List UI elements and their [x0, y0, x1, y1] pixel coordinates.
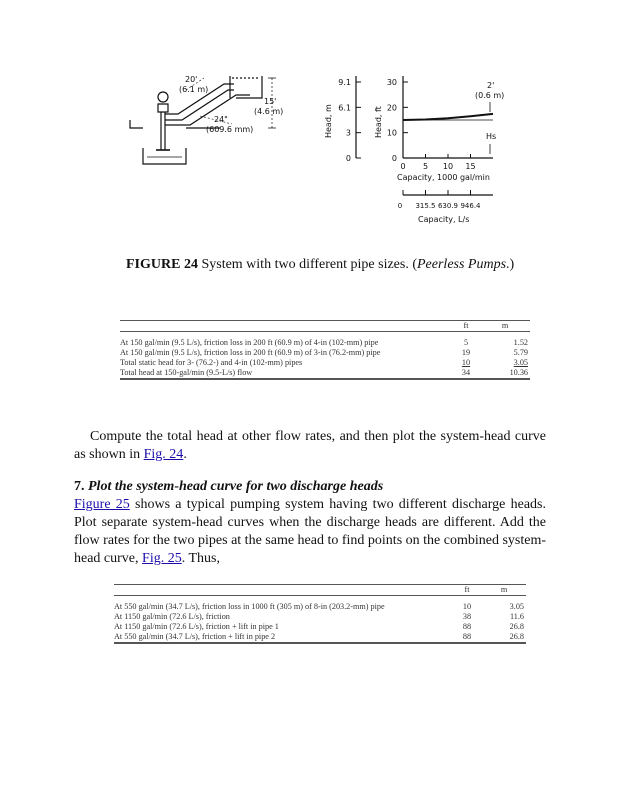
y-si-tick-label: 6.1	[338, 103, 351, 113]
table-cell-desc: At 1150 gal/min (72.6 L/s), friction	[114, 612, 230, 621]
pipe-len2-mm-label: (609.6 mm)	[206, 125, 254, 134]
table-row	[120, 358, 530, 368]
x-si-tick-label: 946.4	[460, 202, 481, 210]
table-cell-ft: 88	[462, 622, 472, 631]
table-cell-desc: At 150 gal/min (9.5 L/s), friction loss in 200 ft (60.9 m) of 4-in (102-mm) pipe	[120, 338, 379, 347]
fig-24-link[interactable]: Fig. 24	[143, 447, 184, 462]
paragraph-compute	[74, 428, 546, 464]
table-1	[120, 320, 530, 380]
table-cell-ft: 10	[462, 602, 472, 611]
annotation-06m: (0.6 m)	[475, 91, 505, 100]
table-cell-ft: 34	[461, 368, 471, 377]
table-cell-m: 11.6	[509, 612, 524, 621]
section-7-body	[74, 496, 546, 568]
table-1-m-header: m	[501, 321, 509, 330]
table-cell-desc: At 550 gal/min (34.7 L/s), friction + lift in pipe 2	[114, 632, 276, 641]
caption-text: System with two different pipe sizes. (	[197, 257, 417, 272]
y-tick-label: 0	[391, 154, 397, 163]
y-axis-si-label: Head, m	[324, 104, 333, 138]
table-cell-ft: 5	[463, 338, 469, 347]
y-si-tick-label: 3	[345, 128, 351, 138]
x-si-tick-label: 315.5	[415, 202, 436, 210]
y-si-tick-label: 9.1	[338, 78, 351, 87]
y-tick-label: 30	[386, 78, 397, 87]
table-2-desc-header	[114, 585, 452, 596]
table-cell-ft: 38	[462, 612, 472, 621]
table-cell-m: 1.52	[513, 338, 528, 347]
section-7-heading	[74, 478, 546, 496]
table-cell-desc: At 550 gal/min (34.7 L/s), friction loss in 1000 ft (305 m) of 8-in (203.2-mm) pipe	[114, 602, 385, 611]
x-tick-label: 15	[465, 162, 476, 171]
y-tick-label: 10	[386, 128, 397, 138]
pipe-len1-m-label: (6.1 m)	[179, 85, 209, 94]
fig-25-link-2[interactable]: Fig. 25	[142, 551, 182, 566]
x-axis-si-label: Capacity, L/s	[418, 215, 470, 224]
section-number: 7.	[74, 479, 85, 494]
y-axis-label: Head, ft	[374, 106, 383, 138]
x-tick-label: 10	[442, 162, 454, 171]
figure-label: FIGURE 24	[126, 257, 198, 272]
section-7-text: shows a typical pumping system having two different discharge heads. Plot separate system-head curves when the discharge heads are different. Add the flow rates for the two pipes at the same head to find points on the combined system-head curve,	[74, 497, 547, 566]
table-cell-desc: Total static head for 3- (76.2-) and 4-in (102-mm) pipes	[120, 358, 303, 367]
table-row	[114, 632, 526, 642]
x-tick-label: 0	[400, 162, 406, 171]
rise-m-label: (4.6 m)	[254, 107, 284, 116]
table-row	[120, 368, 530, 378]
table-cell-m: 26.8	[509, 622, 524, 631]
table-row	[114, 612, 526, 622]
rise-label: 15'	[264, 97, 277, 106]
section-7-end: . Thus,	[181, 551, 220, 566]
pipe-len2-label: 24"	[214, 115, 228, 124]
table-cell-ft: 88	[462, 632, 472, 641]
x-axis-label: Capacity, 1000 gal/min	[397, 173, 490, 182]
y-tick-label: 20	[386, 103, 397, 113]
table-cell-m: 5.79	[513, 348, 528, 357]
table-cell-m: 26.8	[509, 632, 524, 641]
table-cell-desc: At 1150 gal/min (72.6 L/s), friction + lift in pipe 1	[114, 622, 279, 631]
table-2-m-header: m	[500, 585, 508, 594]
caption-end: .)	[506, 257, 515, 272]
table-row	[114, 622, 526, 632]
table-cell-m: 10.36	[509, 368, 528, 377]
table-cell-desc: At 150 gal/min (9.5 L/s), friction loss in 200 ft (60.9 m) of 3-in (76.2-mm) pipe	[120, 348, 381, 357]
table-row	[120, 338, 530, 348]
table-1-desc-header	[120, 321, 452, 332]
figure-caption	[104, 255, 546, 274]
section-title: Plot the system-head curve for two discharge heads	[88, 479, 384, 494]
series-line	[403, 114, 493, 120]
table-1-ft-header: ft	[463, 321, 469, 330]
table-row	[120, 348, 530, 358]
caption-source: Peerless Pumps	[417, 257, 507, 272]
table-2	[114, 584, 526, 644]
paragraph-end: .	[183, 447, 187, 462]
y-si-tick-label: 0	[345, 154, 351, 163]
x-tick-label: 5	[422, 162, 429, 171]
table-row	[114, 602, 526, 612]
x-si-tick-label: 0	[397, 202, 403, 210]
annotation-hs: Hs	[486, 132, 497, 141]
paragraph-text: Compute the total head at other flow rates, and then plot the system-head curve as shown in	[74, 429, 546, 462]
figure-24	[0, 0, 617, 240]
pipe-len1-label: 20'	[185, 75, 198, 84]
table-cell-ft: 19	[461, 348, 471, 357]
annotation-2ft: 2'	[487, 81, 495, 90]
table-cell-desc: Total head at 150-gal/min (9.5-L/s) flow	[120, 368, 253, 377]
table-cell-m: 3.05	[509, 602, 524, 611]
x-si-tick-label: 630.9	[437, 202, 459, 210]
table-cell-m: 3.05	[513, 358, 528, 367]
fig-25-link[interactable]: Figure 25	[74, 497, 130, 512]
table-2-ft-header: ft	[464, 585, 470, 594]
table-cell-ft: 10	[461, 358, 471, 367]
system-head-chart	[324, 76, 504, 224]
